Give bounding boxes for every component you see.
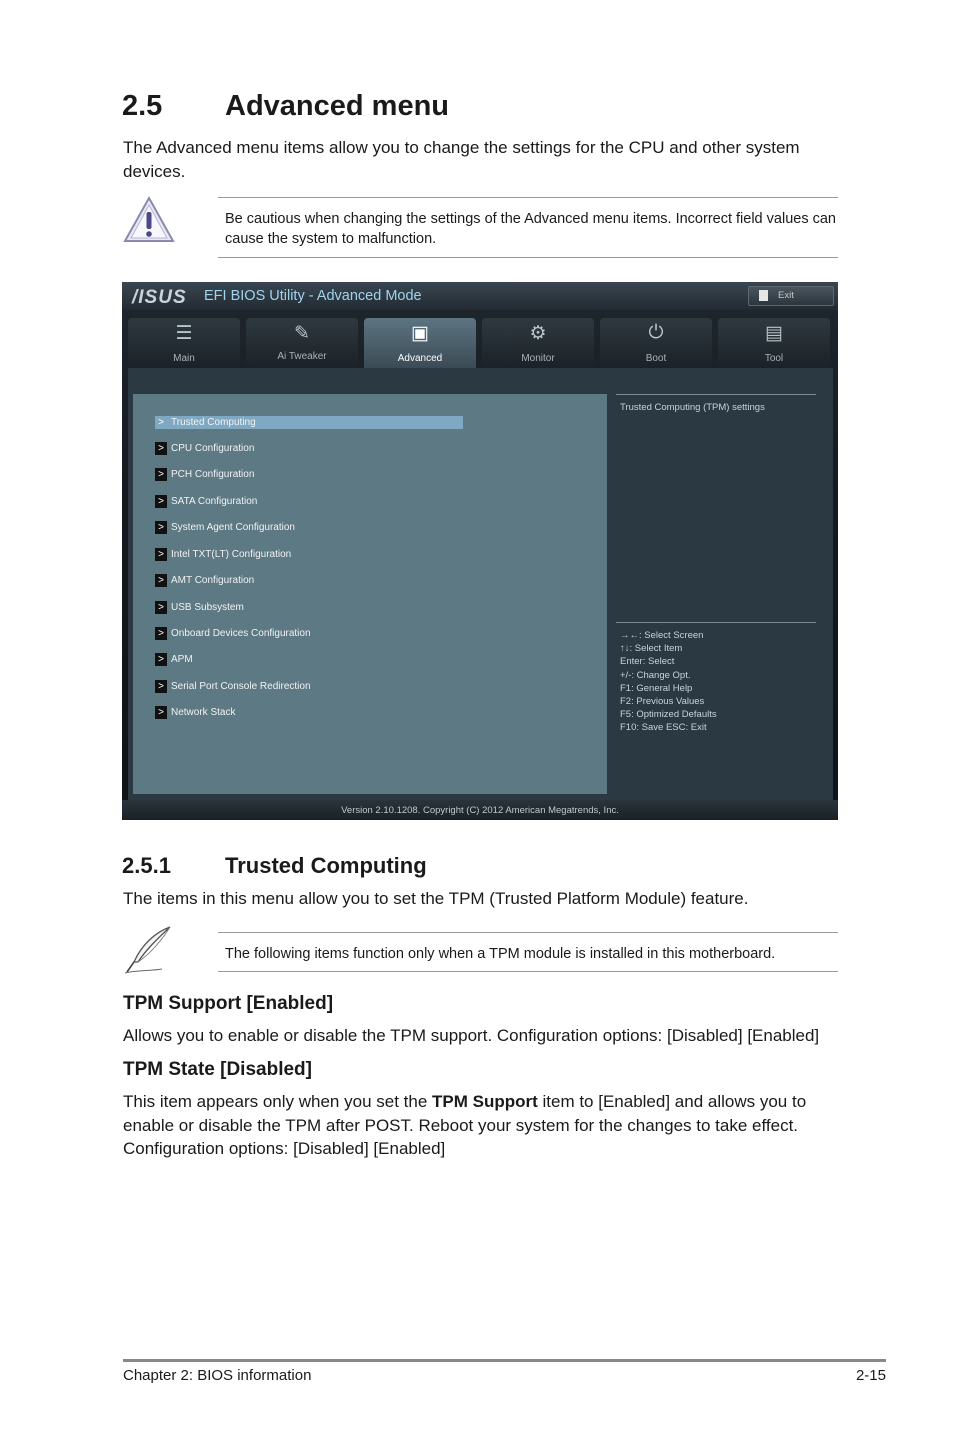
advanced-menu-list [133, 394, 607, 794]
tab-label: Ai Tweaker [277, 351, 327, 362]
tab-label: Main [173, 353, 195, 364]
submenu-arrow-icon: > [158, 417, 164, 428]
tab-advanced[interactable] [364, 318, 476, 368]
menu-item-intel-txt-configuration[interactable] [155, 548, 475, 561]
bios-header [122, 282, 838, 310]
key-hint: F10: Save ESC: Exit [620, 722, 707, 733]
tpm-state-body [123, 1090, 843, 1161]
menu-item-pch-configuration[interactable] [155, 468, 475, 481]
tab-label: Boot [645, 353, 667, 364]
submenu-arrow-icon: > [155, 521, 167, 534]
caution-text: Be cautious when changing the settings of the Advanced menu items. Incorrect field values can cause the system to malfunction. [225, 211, 836, 247]
key-hint: +/-: Change Opt. [620, 670, 691, 681]
note-top-rule [218, 932, 838, 933]
tab-main[interactable] [128, 318, 240, 368]
bios-screenshot [122, 282, 838, 820]
submenu-arrow-icon: > [155, 548, 167, 561]
tpm-support-body: Allows you to enable or disable the TPM support. Configuration options: [Disabled] [Enabled] [123, 1026, 820, 1045]
menu-label: Onboard Devices Configuration [171, 628, 311, 639]
exit-button[interactable] [748, 286, 834, 306]
key-hint: ↑↓: Select Item [620, 643, 683, 654]
key-hint: Enter: Select [620, 656, 675, 667]
tab-ai-tweaker[interactable] [246, 318, 358, 368]
key-hint: F1: General Help [620, 683, 693, 694]
submenu-arrow-icon: > [155, 653, 167, 666]
menu-label: PCH Configuration [171, 469, 255, 480]
intro-paragraph: The Advanced menu items allow you to change the settings for the CPU and other system devices. [123, 138, 800, 181]
subsection-intro: The items in this menu allow you to set the TPM (Trusted Platform Module) feature. [123, 889, 749, 908]
help-text: Trusted Computing (TPM) settings [620, 402, 765, 413]
tab-boot[interactable] [600, 318, 712, 368]
monitor-icon: ⚙ [529, 323, 547, 344]
tpm-state-body-post: item to [Enabled] and allows you to enable or disable the TPM after POST. Reboot your system for the changes to take effect. Configuration options: [Disabled] [Enabled] [123, 1092, 807, 1158]
section-number: 2.5 [122, 90, 163, 122]
menu-item-network-stack[interactable] [155, 706, 475, 719]
key-hint: F5: Optimized Defaults [620, 709, 717, 720]
tab-label: Monitor [521, 353, 555, 364]
subsection-number: 2.5.1 [122, 853, 171, 878]
tab-label: Tool [764, 353, 784, 364]
list-icon: ☰ [175, 323, 193, 344]
advanced-icon: ▣ [411, 323, 429, 344]
menu-item-sata-configuration[interactable] [155, 495, 475, 508]
menu-item-serial-port-console-redirection[interactable] [155, 680, 475, 693]
help-divider [616, 394, 816, 395]
tool-icon: ▤ [765, 323, 783, 344]
section-title: Advanced menu [225, 90, 449, 122]
menu-label: Trusted Computing [171, 417, 256, 428]
menu-item-amt-configuration[interactable] [155, 574, 475, 587]
keys-divider [616, 622, 816, 623]
submenu-arrow-icon: > [155, 680, 167, 693]
tab-tool[interactable] [718, 318, 830, 368]
footer-rule [123, 1359, 886, 1362]
asus-logo: /ISUS [132, 287, 187, 308]
menu-label: Network Stack [171, 707, 236, 718]
menu-label: System Agent Configuration [171, 522, 295, 533]
menu-label: USB Subsystem [171, 602, 244, 613]
submenu-arrow-icon: > [155, 574, 167, 587]
menu-label: AMT Configuration [171, 575, 255, 586]
tpm-state-body-pre: This item appears only when you set the [123, 1092, 432, 1111]
help-panel [614, 394, 820, 800]
submenu-arrow-icon: > [155, 495, 167, 508]
menu-item-onboard-devices-configuration[interactable] [155, 627, 475, 640]
menu-label: Serial Port Console Redirection [171, 681, 311, 692]
footer-chapter: Chapter 2: BIOS information [123, 1367, 312, 1384]
key-hint: →←: Select Screen [620, 630, 704, 641]
menu-item-usb-subsystem[interactable] [155, 601, 475, 614]
note-text: The following items function only when a TPM module is installed in this motherboard. [225, 946, 776, 962]
submenu-arrow-icon: > [155, 627, 167, 640]
menu-label: CPU Configuration [171, 443, 255, 454]
menu-item-apm[interactable] [155, 653, 475, 666]
power-icon: ⏻ [648, 322, 664, 343]
version-text: Version 2.10.1208. Copyright (C) 2012 American Megatrends, Inc. [341, 805, 619, 816]
subsection-title: Trusted Computing [225, 853, 427, 878]
tpm-state-heading: TPM State [Disabled] [123, 1059, 312, 1080]
tweaker-icon: ✎ [294, 323, 310, 344]
tpm-support-heading: TPM Support [Enabled] [123, 993, 334, 1014]
tab-monitor[interactable] [482, 318, 594, 368]
warning-icon [122, 195, 176, 245]
menu-item-cpu-configuration[interactable] [155, 442, 475, 455]
exit-label: Exit [778, 290, 794, 301]
note-bottom-rule [218, 971, 838, 972]
menu-label: SATA Configuration [171, 496, 258, 507]
tpm-support-emphasis: TPM Support [432, 1092, 538, 1111]
bios-title: EFI BIOS Utility - Advanced Mode [204, 288, 422, 304]
tab-label: Advanced [397, 353, 443, 364]
feather-note-icon [122, 924, 176, 976]
caution-top-rule [218, 197, 838, 198]
key-hint: F2: Previous Values [620, 696, 705, 707]
submenu-arrow-icon: > [155, 468, 167, 481]
menu-label: APM [171, 654, 193, 665]
footer-page-number: 2-15 [855, 1367, 886, 1384]
submenu-arrow-icon: > [155, 706, 167, 719]
menu-item-trusted-computing[interactable] [155, 416, 463, 429]
caution-bottom-rule [218, 257, 838, 258]
submenu-arrow-icon: > [155, 442, 167, 455]
exit-icon [759, 290, 768, 301]
menu-label: Intel TXT(LT) Configuration [171, 549, 292, 560]
submenu-arrow-icon: > [155, 601, 167, 614]
bios-footer [122, 800, 838, 820]
menu-item-system-agent-configuration[interactable] [155, 521, 475, 534]
